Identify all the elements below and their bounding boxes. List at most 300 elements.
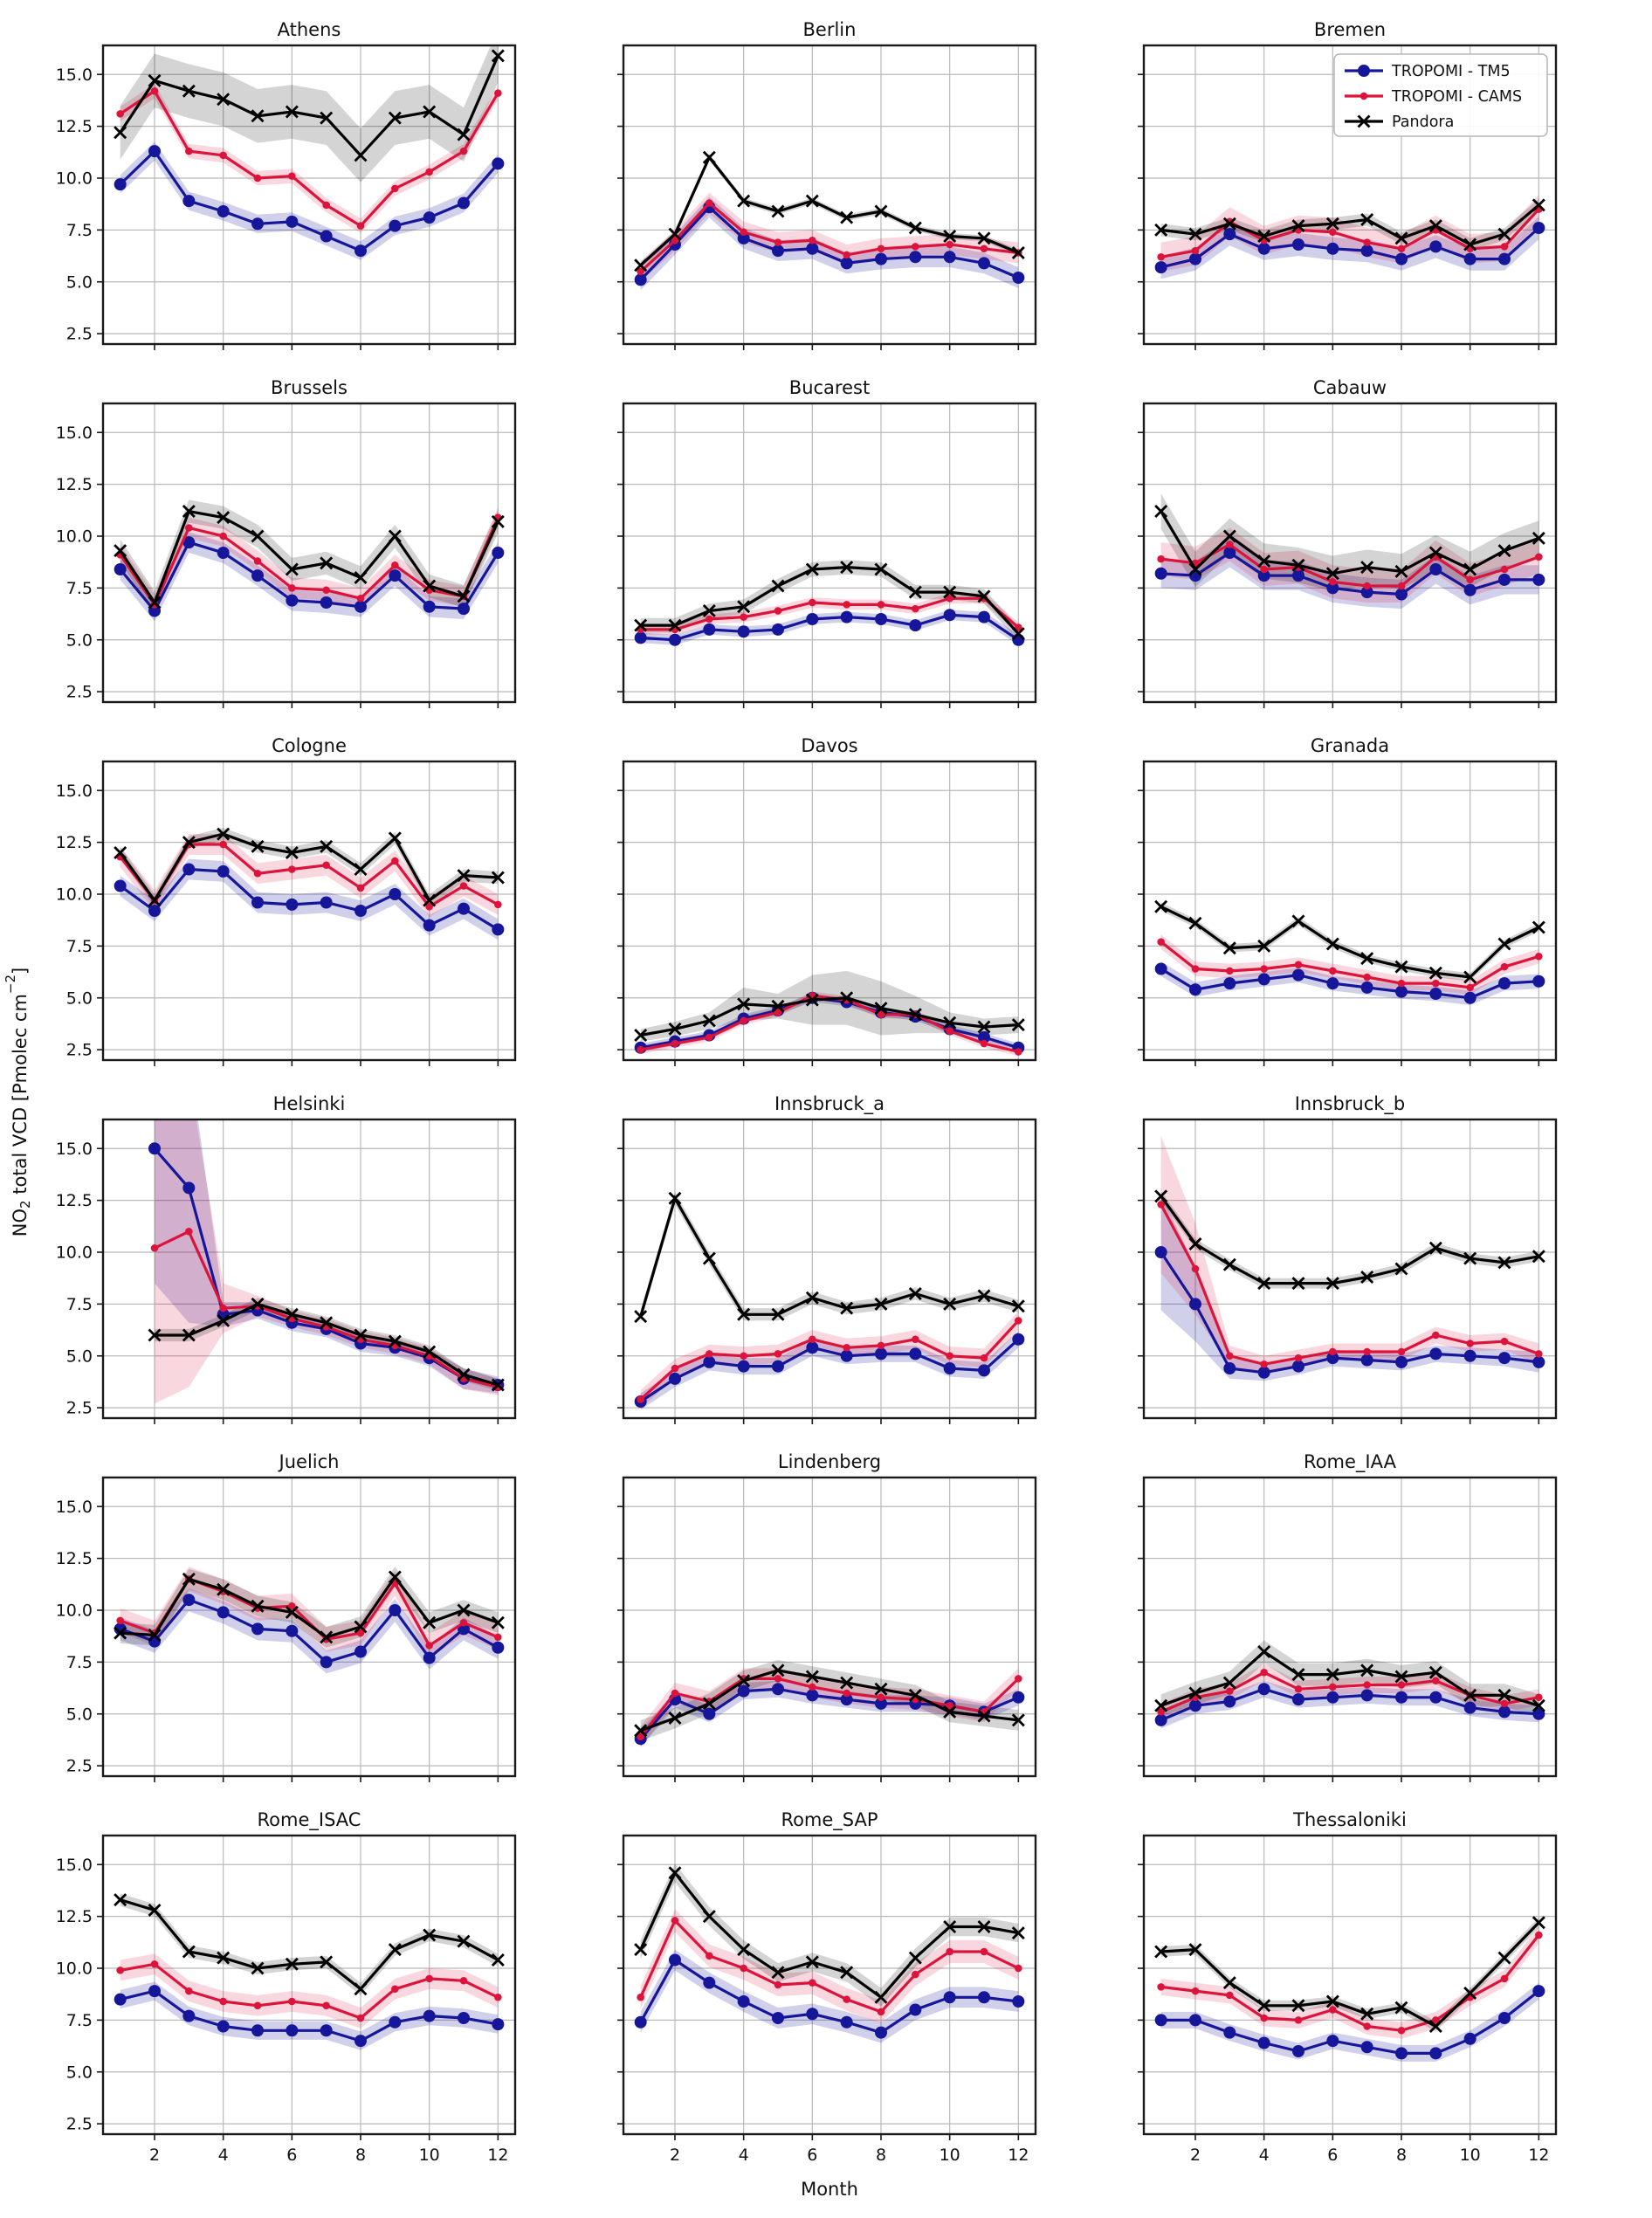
axes-border: [1144, 761, 1556, 1060]
y-tick-label: 15.0: [55, 781, 93, 801]
Cologne-tm5-point: [251, 897, 264, 909]
Bucarest-tm5-point: [703, 623, 715, 636]
Lindenberg-cams-point: [809, 1684, 816, 1691]
Berlin-tm5-point: [806, 243, 818, 255]
Berlin-cams-point: [740, 228, 747, 236]
Granada-tm5-point: [1326, 977, 1339, 989]
subplot-title: Davos: [801, 735, 858, 756]
Cabauw-cams-point: [1466, 576, 1474, 584]
x-tick-label: 4: [217, 2146, 229, 2165]
Bremen-cams-point: [1398, 245, 1406, 252]
Bucarest-cams-point: [809, 599, 816, 607]
tick-marks: [1138, 1506, 1538, 1782]
Athens-cams-point: [322, 202, 330, 210]
plot-area: [635, 1863, 1025, 2042]
legend-marker-icon: [1358, 65, 1370, 77]
Thessaloniki-tm5-point: [1292, 2045, 1304, 2057]
Innsbruck_b-tm5-point: [1223, 1362, 1236, 1374]
plot-area: [635, 1192, 1025, 1409]
Rome_ISAC-cams-point: [219, 1998, 227, 2006]
Rome_IAA-tm5-point: [1395, 1691, 1408, 1704]
Juelich-tm5-point: [492, 1642, 504, 1654]
Brussels-tm5-point: [217, 547, 230, 559]
plot-area: [1155, 1640, 1545, 1728]
Innsbruck_a-tm5-point: [944, 1362, 956, 1374]
Rome_SAP-tm5-point: [875, 2027, 887, 2039]
Thessaloniki-cams-point: [1535, 1932, 1543, 1939]
Athens-tm5-point: [354, 245, 367, 257]
Thessaloniki-cams-point: [1192, 1987, 1200, 1995]
Bucarest-tm5-point: [806, 613, 818, 625]
Innsbruck_a-cams-point: [946, 1352, 953, 1360]
Juelich-cams-point: [460, 1619, 468, 1627]
y-tick-label: 12.5: [55, 475, 93, 495]
Bremen-cams-point: [1363, 238, 1371, 246]
Cologne-tm5-point: [217, 865, 230, 878]
Innsbruck_a-tm5-point: [669, 1373, 681, 1385]
Rome_ISAC-tm5-point: [320, 2024, 333, 2036]
Rome_SAP-tm5-point: [944, 1991, 956, 2003]
Granada-cams-point: [1192, 965, 1200, 973]
x-tick-label: 6: [1327, 2146, 1339, 2165]
Rome_SAP-tm5-point: [841, 2016, 853, 2029]
Granada-cams-point: [1157, 938, 1165, 946]
Innsbruck_b-tm5-point: [1361, 1354, 1373, 1367]
Rome_ISAC-tm5-point: [182, 2010, 195, 2022]
Granada-cams-point: [1363, 974, 1371, 982]
Cabauw-tm5-point: [1464, 584, 1476, 596]
Thessaloniki-cams-point: [1398, 2027, 1406, 2035]
Cabauw-tm5-point: [1292, 569, 1304, 582]
Thessaloniki-cams-point: [1226, 1992, 1234, 2000]
y-tick-label: 7.5: [65, 936, 93, 956]
grid-lines: [623, 403, 1036, 702]
Davos-cams-point: [1015, 1048, 1022, 1056]
Innsbruck_b-pandora-band: [1161, 1191, 1539, 1289]
Athens-tm5-point: [389, 220, 401, 232]
Berlin-tm5-point: [1012, 272, 1024, 284]
plot-area: [114, 828, 505, 940]
Athens-tm5-point: [114, 178, 127, 190]
subplot-title: Cabauw: [1312, 377, 1387, 398]
Juelich-tm5-point: [423, 1652, 436, 1664]
Granada-cams-point: [1226, 968, 1234, 975]
subplot-Brussels: [56, 377, 515, 708]
x-axis-label: Month: [801, 2179, 858, 2200]
Rome_ISAC-tm5-point: [458, 2012, 470, 2024]
y-tick-label: 5.0: [65, 2063, 93, 2083]
plot-area: [635, 560, 1025, 645]
Thessaloniki-cams-point: [1363, 2022, 1371, 2030]
Rome_SAP-cams-point: [946, 1948, 953, 1956]
Innsbruck_b-cams-point: [1432, 1332, 1440, 1340]
Innsbruck_b-cams-point: [1466, 1340, 1474, 1347]
Innsbruck_a-cams-point: [671, 1365, 679, 1373]
Rome_IAA-tm5-point: [1326, 1691, 1339, 1704]
plot-area: [114, 1894, 505, 2050]
Berlin-cams-point: [878, 245, 885, 252]
Rome_ISAC-cams-point: [185, 1987, 193, 1995]
Rome_SAP-tm5-point: [669, 1954, 681, 1967]
Bremen-tm5-point: [1395, 253, 1408, 265]
legend-item-label: Pandora: [1392, 114, 1455, 131]
Rome_SAP-cams-point: [809, 1979, 816, 1987]
Rome_ISAC-cams-point: [357, 2015, 365, 2022]
Juelich-tm5-point: [354, 1646, 367, 1658]
Innsbruck_b-tm5-point: [1258, 1367, 1270, 1379]
subplot-Lindenberg: [617, 1451, 1036, 1782]
subplot-Rome_IAA: [1138, 1451, 1556, 1782]
plot-area: [635, 152, 1025, 291]
Granada-tm5-point: [1498, 977, 1511, 989]
Rome_IAA-cams-point: [1535, 1693, 1543, 1701]
x-tick-label: 2: [148, 2146, 161, 2165]
y-axis-label: NO2 total VCD [Pmolec $cm^{-2}$]: [3, 967, 33, 1237]
Innsbruck_b-cams-point: [1501, 1338, 1509, 1346]
x-tick-label: 6: [286, 2146, 298, 2165]
Granada-tm5-point: [1155, 963, 1167, 975]
Granada-cams-point: [1398, 980, 1406, 988]
Bucarest-tm5-point: [909, 619, 921, 631]
Thessaloniki-tm5-point: [1258, 2037, 1270, 2049]
Lindenberg-cams-point: [843, 1690, 850, 1698]
Cabauw-tm5-point: [1429, 563, 1442, 575]
Cologne-cams-point: [494, 901, 502, 909]
Brussels-cams-point: [288, 584, 296, 592]
axes-border: [623, 1478, 1036, 1776]
Rome_SAP-cams-point: [981, 1948, 988, 1956]
Bucarest-tm5-point: [944, 609, 956, 621]
Berlin-pandora-point: [704, 152, 715, 163]
Granada-tm5-point: [1395, 986, 1408, 998]
Innsbruck_a-tm5-point: [772, 1360, 784, 1373]
grid-lines: [103, 403, 515, 702]
subplot-Innsbruck_b: [1138, 1093, 1556, 1424]
Rome_SAP-cams-point: [706, 1952, 713, 1960]
Cologne-cams-point: [219, 841, 227, 849]
x-tick-label: 12: [1528, 2146, 1550, 2165]
Lindenberg-cams-point: [1015, 1675, 1022, 1683]
Cologne-cams-point: [254, 870, 262, 878]
y-tick-label: 10.0: [55, 1243, 93, 1263]
tick-marks: [617, 1506, 1018, 1782]
Juelich-tm5-point: [148, 1636, 161, 1648]
subplot-Granada: [1138, 735, 1556, 1066]
Rome_SAP-cams-point: [740, 1965, 747, 1973]
y-tick-label: 7.5: [65, 1652, 93, 1672]
Thessaloniki-tm5-point: [1498, 2012, 1511, 2024]
y-tick-label: 7.5: [65, 1294, 93, 1314]
Cologne-tm5-point: [354, 905, 367, 917]
Berlin-cams-point: [774, 238, 782, 246]
Innsbruck_b-tm5-point: [1395, 1356, 1408, 1368]
Davos-cams-point: [637, 1046, 644, 1054]
Bremen-cams-point: [1329, 228, 1337, 236]
Athens-cams-point: [254, 175, 262, 183]
Rome_IAA-tm5-point: [1464, 1702, 1476, 1714]
Athens-cams-point: [288, 172, 296, 180]
x-tick-label: 8: [354, 2146, 367, 2165]
subplot-Innsbruck_a: [617, 1093, 1036, 1424]
Thessaloniki-cams-point: [1260, 2015, 1268, 2022]
Berlin-tm5-point: [875, 253, 887, 265]
Bremen-tm5-point: [1189, 253, 1201, 265]
Brussels-cams-point: [219, 533, 227, 541]
Cabauw-cams-point: [1157, 555, 1165, 563]
Granada-cams-point: [1295, 961, 1303, 968]
Berlin-tm5-point: [944, 251, 956, 263]
Innsbruck_a-cams-point: [1015, 1317, 1022, 1325]
plot-area: [1155, 493, 1545, 609]
subplot-title: Athens: [277, 19, 341, 40]
Rome_ISAC-tm5-point: [114, 1994, 127, 2006]
Lindenberg-cams-point: [774, 1675, 782, 1683]
Berlin-cams-point: [706, 199, 713, 207]
Juelich-tm5-point: [389, 1604, 401, 1616]
subplot-title: Berlin: [802, 19, 857, 40]
Rome_SAP-tm5-point: [806, 2008, 818, 2020]
Rome_IAA-tm5-point: [1189, 1699, 1201, 1712]
Innsbruck_a-cams-point: [740, 1352, 747, 1360]
Juelich-cams-point: [425, 1642, 433, 1650]
subplot-Athens: [56, 19, 515, 350]
Cologne-cams-point: [322, 861, 330, 869]
Cabauw-tm5-point: [1498, 574, 1511, 586]
Innsbruck_a-tm5-point: [841, 1350, 853, 1362]
Lindenberg-tm5-point: [806, 1689, 818, 1701]
Cabauw-tm5-point: [1395, 589, 1408, 601]
Cabauw-cams-point: [1363, 582, 1371, 590]
Innsbruck_a-cams-point: [843, 1344, 850, 1352]
Innsbruck_a-tm5-point: [703, 1356, 715, 1368]
Davos-cams-point: [740, 1017, 747, 1025]
grid-lines: [623, 45, 1036, 344]
Innsbruck_b-cams-point: [1329, 1348, 1337, 1356]
Cologne-cams-point: [288, 865, 296, 873]
Rome_SAP-cams-point: [774, 1981, 782, 1989]
Brussels-tm5-point: [458, 603, 470, 615]
subplot-title: Brussels: [271, 377, 348, 398]
Rome_ISAC-tm5-point: [217, 2021, 230, 2033]
Bremen-tm5-point: [1532, 222, 1545, 234]
Lindenberg-tm5-point: [703, 1708, 715, 1720]
Lindenberg-cams-point: [671, 1690, 679, 1698]
Rome_IAA-tm5-point: [1223, 1696, 1236, 1708]
Granada-tm5-point: [1258, 973, 1270, 985]
Cabauw-cams-point: [1260, 566, 1268, 574]
Rome_ISAC-tm5-point: [148, 1985, 161, 1997]
x-tick-label: 8: [875, 2146, 887, 2165]
Athens-tm5-point: [286, 216, 298, 228]
Helsinki-tm5-point: [182, 1181, 195, 1194]
Rome_ISAC-cams-point: [460, 1977, 468, 1985]
Cabauw-cams-point: [1226, 541, 1234, 548]
Bremen-cams-point: [1192, 247, 1200, 255]
Brussels-cams-point: [357, 595, 365, 603]
Brussels-cams-point: [391, 561, 399, 569]
y-tick-label: 2.5: [65, 1040, 93, 1060]
subplot-Davos: [617, 735, 1036, 1066]
Brussels-tm5-point: [320, 596, 333, 609]
Cabauw-cams-point: [1329, 578, 1337, 586]
y-tick-label: 12.5: [55, 117, 93, 137]
Cabauw-tm5-point: [1532, 574, 1545, 586]
Rome_SAP-tm5-point: [978, 1991, 990, 2003]
Bremen-tm5-point: [1429, 240, 1442, 252]
Cologne-tm5-point: [286, 899, 298, 911]
Berlin-tm5-point: [635, 273, 647, 286]
Brussels-tm5-point: [492, 547, 504, 559]
Thessaloniki-cams-point: [1329, 2006, 1337, 2014]
Innsbruck_a-tm5-point: [738, 1360, 750, 1373]
plot-area: [1155, 1917, 1545, 2062]
Granada-cams-point: [1329, 968, 1337, 975]
Bucarest-cams-point: [912, 605, 919, 613]
Bucarest-tm5-point: [841, 611, 853, 623]
Berlin-tm5-point: [841, 257, 853, 269]
plot-area: [1155, 1136, 1545, 1381]
Rome_IAA-cams-point: [1501, 1700, 1509, 1708]
Innsbruck_a-tm5-point: [875, 1347, 887, 1360]
Thessaloniki-tm5-point: [1223, 2027, 1236, 2039]
Thessaloniki-cams-point: [1501, 1975, 1509, 1983]
Rome_ISAC-cams-point: [391, 1985, 399, 1993]
Granada-cams-point: [1535, 953, 1543, 961]
subplot-title: Thessaloniki: [1293, 1809, 1407, 1830]
Berlin-tm5-point: [978, 257, 990, 269]
Brussels-tm5-point: [286, 595, 298, 607]
Davos-cams-point: [706, 1034, 713, 1042]
Innsbruck_a-tm5-point: [806, 1341, 818, 1354]
Thessaloniki-tm5-point: [1155, 2014, 1167, 2026]
Bucarest-tm5-point: [635, 631, 647, 644]
Rome_IAA-tm5-point: [1361, 1689, 1373, 1701]
Bremen-tm5-point: [1292, 238, 1304, 251]
Athens-cams-point: [357, 222, 365, 230]
x-tick-label: 12: [487, 2146, 509, 2165]
y-tick-label: 15.0: [55, 423, 93, 443]
Rome_SAP-cams-point: [878, 2008, 885, 2016]
legend-item-label: TROPOMI - CAMS: [1392, 88, 1523, 106]
Juelich-tm5-point: [251, 1622, 264, 1635]
Berlin-tm5-point: [909, 251, 921, 263]
subplot-title: Helsinki: [272, 1093, 346, 1114]
Rome_IAA-cams-point: [1398, 1681, 1406, 1689]
Rome_SAP-tm5-point: [772, 2012, 784, 2024]
Rome_SAP-tm5-point: [703, 1977, 715, 1989]
Innsbruck_a-tm5-point: [978, 1364, 990, 1376]
Rome_SAP-tm5-point: [1012, 1995, 1024, 2008]
axes-border: [623, 45, 1036, 344]
y-tick-label: 15.0: [55, 1139, 93, 1159]
subplot-title: Innsbruck_b: [1294, 1093, 1406, 1114]
Granada-cams-point: [1501, 963, 1509, 971]
Cabauw-cams-point: [1501, 566, 1509, 574]
Bremen-tm5-point: [1223, 228, 1236, 240]
Innsbruck_b-cams-point: [1192, 1265, 1200, 1273]
Innsbruck_b-cams-point: [1295, 1354, 1303, 1362]
Cologne-tm5-point: [492, 923, 504, 935]
Innsbruck_a-cams-point: [637, 1395, 644, 1403]
Rome_ISAC-cams-point: [151, 1960, 159, 1968]
Rome_IAA-tm5-point: [1155, 1714, 1167, 1726]
Granada-tm5-point: [1532, 975, 1545, 988]
Innsbruck_a-tm5-point: [1012, 1333, 1024, 1346]
Innsbruck_b-cams-point: [1226, 1352, 1234, 1360]
Lindenberg-tm5-point: [772, 1683, 784, 1695]
Bucarest-tm5-point: [669, 634, 681, 646]
y-tick-label: 2.5: [65, 1398, 93, 1418]
Thessaloniki-tm5-point: [1361, 2041, 1373, 2053]
y-tick-label: 5.0: [65, 988, 93, 1009]
Athens-tm5-point: [148, 145, 161, 157]
subplot-Thessaloniki: [1138, 1809, 1556, 2165]
Innsbruck_a-cams-point: [706, 1350, 713, 1358]
Cologne-cams-point: [391, 858, 399, 865]
Cologne-tm5-point: [423, 920, 436, 932]
Rome_IAA-cams-point: [1260, 1669, 1268, 1677]
subplot-Berlin: [617, 19, 1036, 350]
Berlin-cams-point: [809, 237, 816, 245]
Berlin-cams-point: [843, 251, 850, 259]
Innsbruck_a-cams-point: [878, 1342, 885, 1350]
x-tick-label: 10: [1459, 2146, 1481, 2165]
Granada-tm5-point: [1429, 988, 1442, 1000]
Bucarest-tm5-point: [772, 623, 784, 636]
Rome_IAA-cams-point: [1226, 1687, 1234, 1695]
Rome_ISAC-cams-point: [494, 1994, 502, 2001]
Rome_IAA-cams-point: [1432, 1677, 1440, 1684]
plot-area: [148, 1014, 504, 1404]
Athens-tm5-point: [423, 211, 436, 224]
legend-item-label: TROPOMI - TM5: [1392, 63, 1511, 80]
subplot-Cologne: [56, 735, 515, 1066]
y-tick-label: 12.5: [55, 1549, 93, 1569]
x-tick-label: 4: [1258, 2146, 1270, 2165]
plot-area: [1155, 195, 1545, 279]
x-tick-label: 6: [807, 2146, 818, 2165]
subplot-Cabauw: [1138, 377, 1556, 708]
Rome_ISAC-cams-point: [254, 2001, 262, 2009]
Athens-tm5-point: [182, 195, 195, 207]
Lindenberg-cams-point: [878, 1693, 885, 1701]
x-tick-label: 2: [669, 2146, 681, 2165]
Lindenberg-tm5-point: [1012, 1691, 1024, 1704]
Juelich-tm5-point: [182, 1594, 195, 1606]
Rome_SAP-tm5-point: [738, 1995, 750, 2008]
Bucarest-cams-point: [843, 601, 850, 609]
Davos-cams-point: [671, 1040, 679, 1048]
x-tick-label: 4: [738, 2146, 749, 2165]
y-tick-label: 15.0: [55, 65, 93, 85]
plot-area: [635, 1660, 1025, 1747]
Cologne-tm5-point: [148, 905, 161, 917]
Innsbruck_b-tm5-point: [1498, 1352, 1511, 1364]
Thessaloniki-tm5-point: [1532, 1985, 1545, 1997]
Bremen-cams-point: [1501, 243, 1509, 251]
Innsbruck_b-tm5-point: [1464, 1350, 1476, 1362]
Rome_SAP-cams-point: [637, 1994, 644, 2001]
Bucarest-cams-point: [774, 607, 782, 615]
Rome_SAP-tm5-point: [635, 2016, 647, 2029]
Granada-tm5-point: [1361, 982, 1373, 994]
subplot-title: Rome_SAP: [781, 1809, 878, 1830]
subplot-title: Bremen: [1313, 19, 1387, 40]
Athens-cams-point: [151, 87, 159, 95]
subplot-title: Granada: [1310, 735, 1390, 756]
x-tick-label: 2: [1189, 2146, 1201, 2165]
Rome_SAP-cams-point: [671, 1917, 679, 1925]
